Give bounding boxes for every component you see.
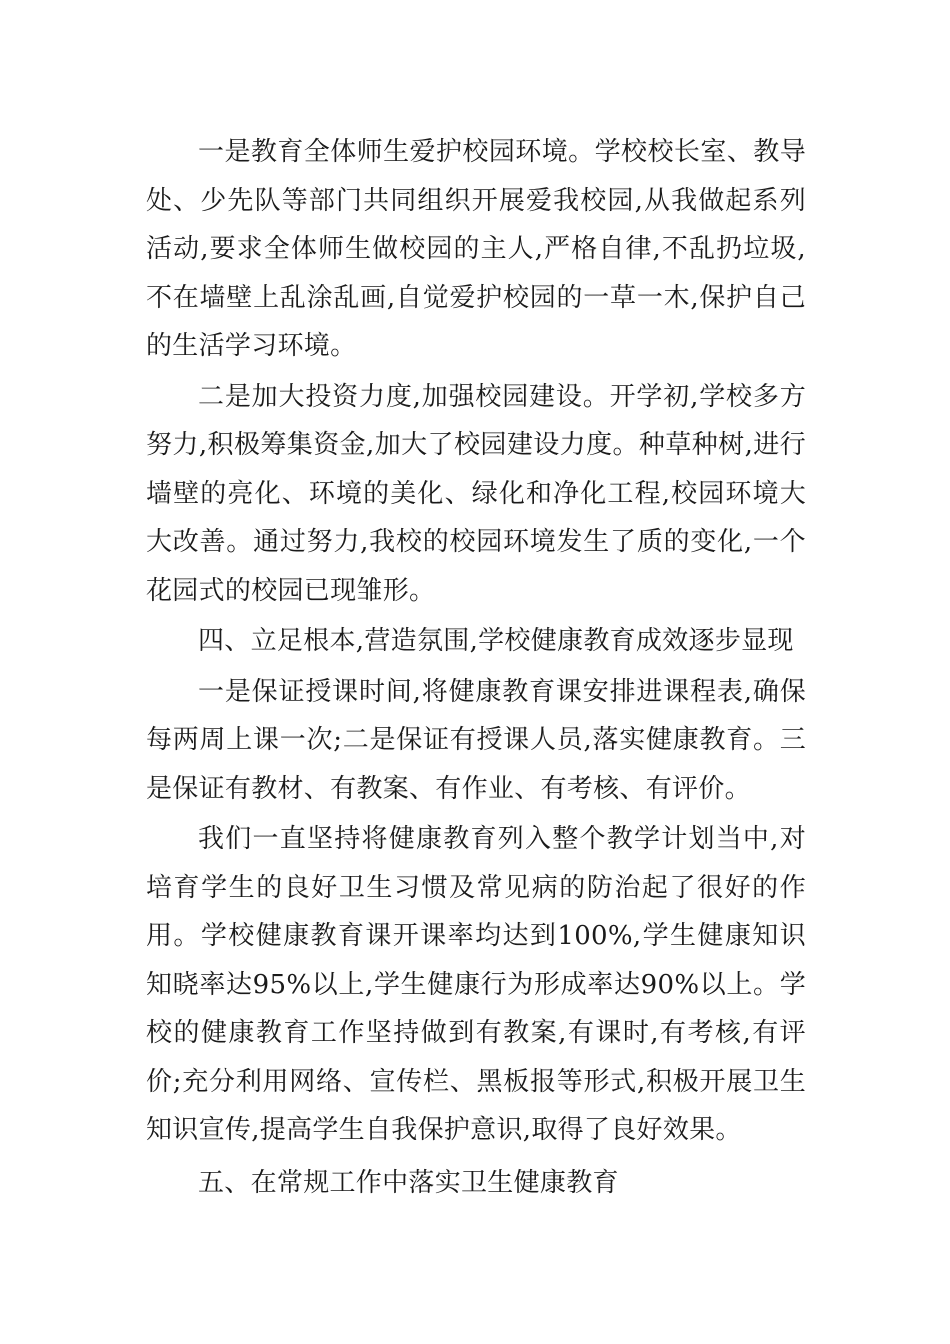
paragraph-campus-investment: 二是加大投资力度,加强校园建设。开学初,学校多方努力,积极筹集资金,加大了校园建设力度。种草种树,进行墙壁的亮化、环境的美化、绿化和净化工程,校园环境大大改善。通过努力,我校的校园环境发生了质的变化,一个花园式的校园已现雏形。 xyxy=(146,381,806,606)
section-heading-four: 四、立足根本,营造氛围,学校健康教育成效逐步显现 xyxy=(198,626,794,656)
paragraph-class-time: 一是保证授课时间,将健康教育课安排进课程表,确保每两周上课一次;二是保证有授课人员,落实健康教育。三是保证有教材、有教案、有作业、有考核、有评价。 xyxy=(146,676,806,804)
paragraph-campus-care: 一是教育全体师生爱护校园环境。学校校长室、教导处、少先队等部门共同组织开展爱我校园,从我做起系列活动,要求全体师生做校园的主人,严格自律,不乱扔垃圾,不在墙壁上乱涂乱画,自觉爱护校园的一草一木,保护自己的生活学习环境。 xyxy=(146,137,806,361)
paragraph-health-results: 我们一直坚持将健康教育列入整个教学计划当中,对培育学生的良好卫生习惯及常见病的防治起了很好的作用。学校健康教育课开课率均达到100%,学生健康知识知晓率达95%以上,学生健康行为形成率达90%以上。学校的健康教育工作坚持做到有教案,有课时,有考核,有评价;充分利用网络、宣传栏、黑板报等形式,积极开展卫生知识宣传,提高学生自我保护意识,取得了良好效果。 xyxy=(146,824,806,1145)
section-heading-five: 五、在常规工作中落实卫生健康教育 xyxy=(198,1167,619,1198)
document-body xyxy=(146,128,806,1207)
